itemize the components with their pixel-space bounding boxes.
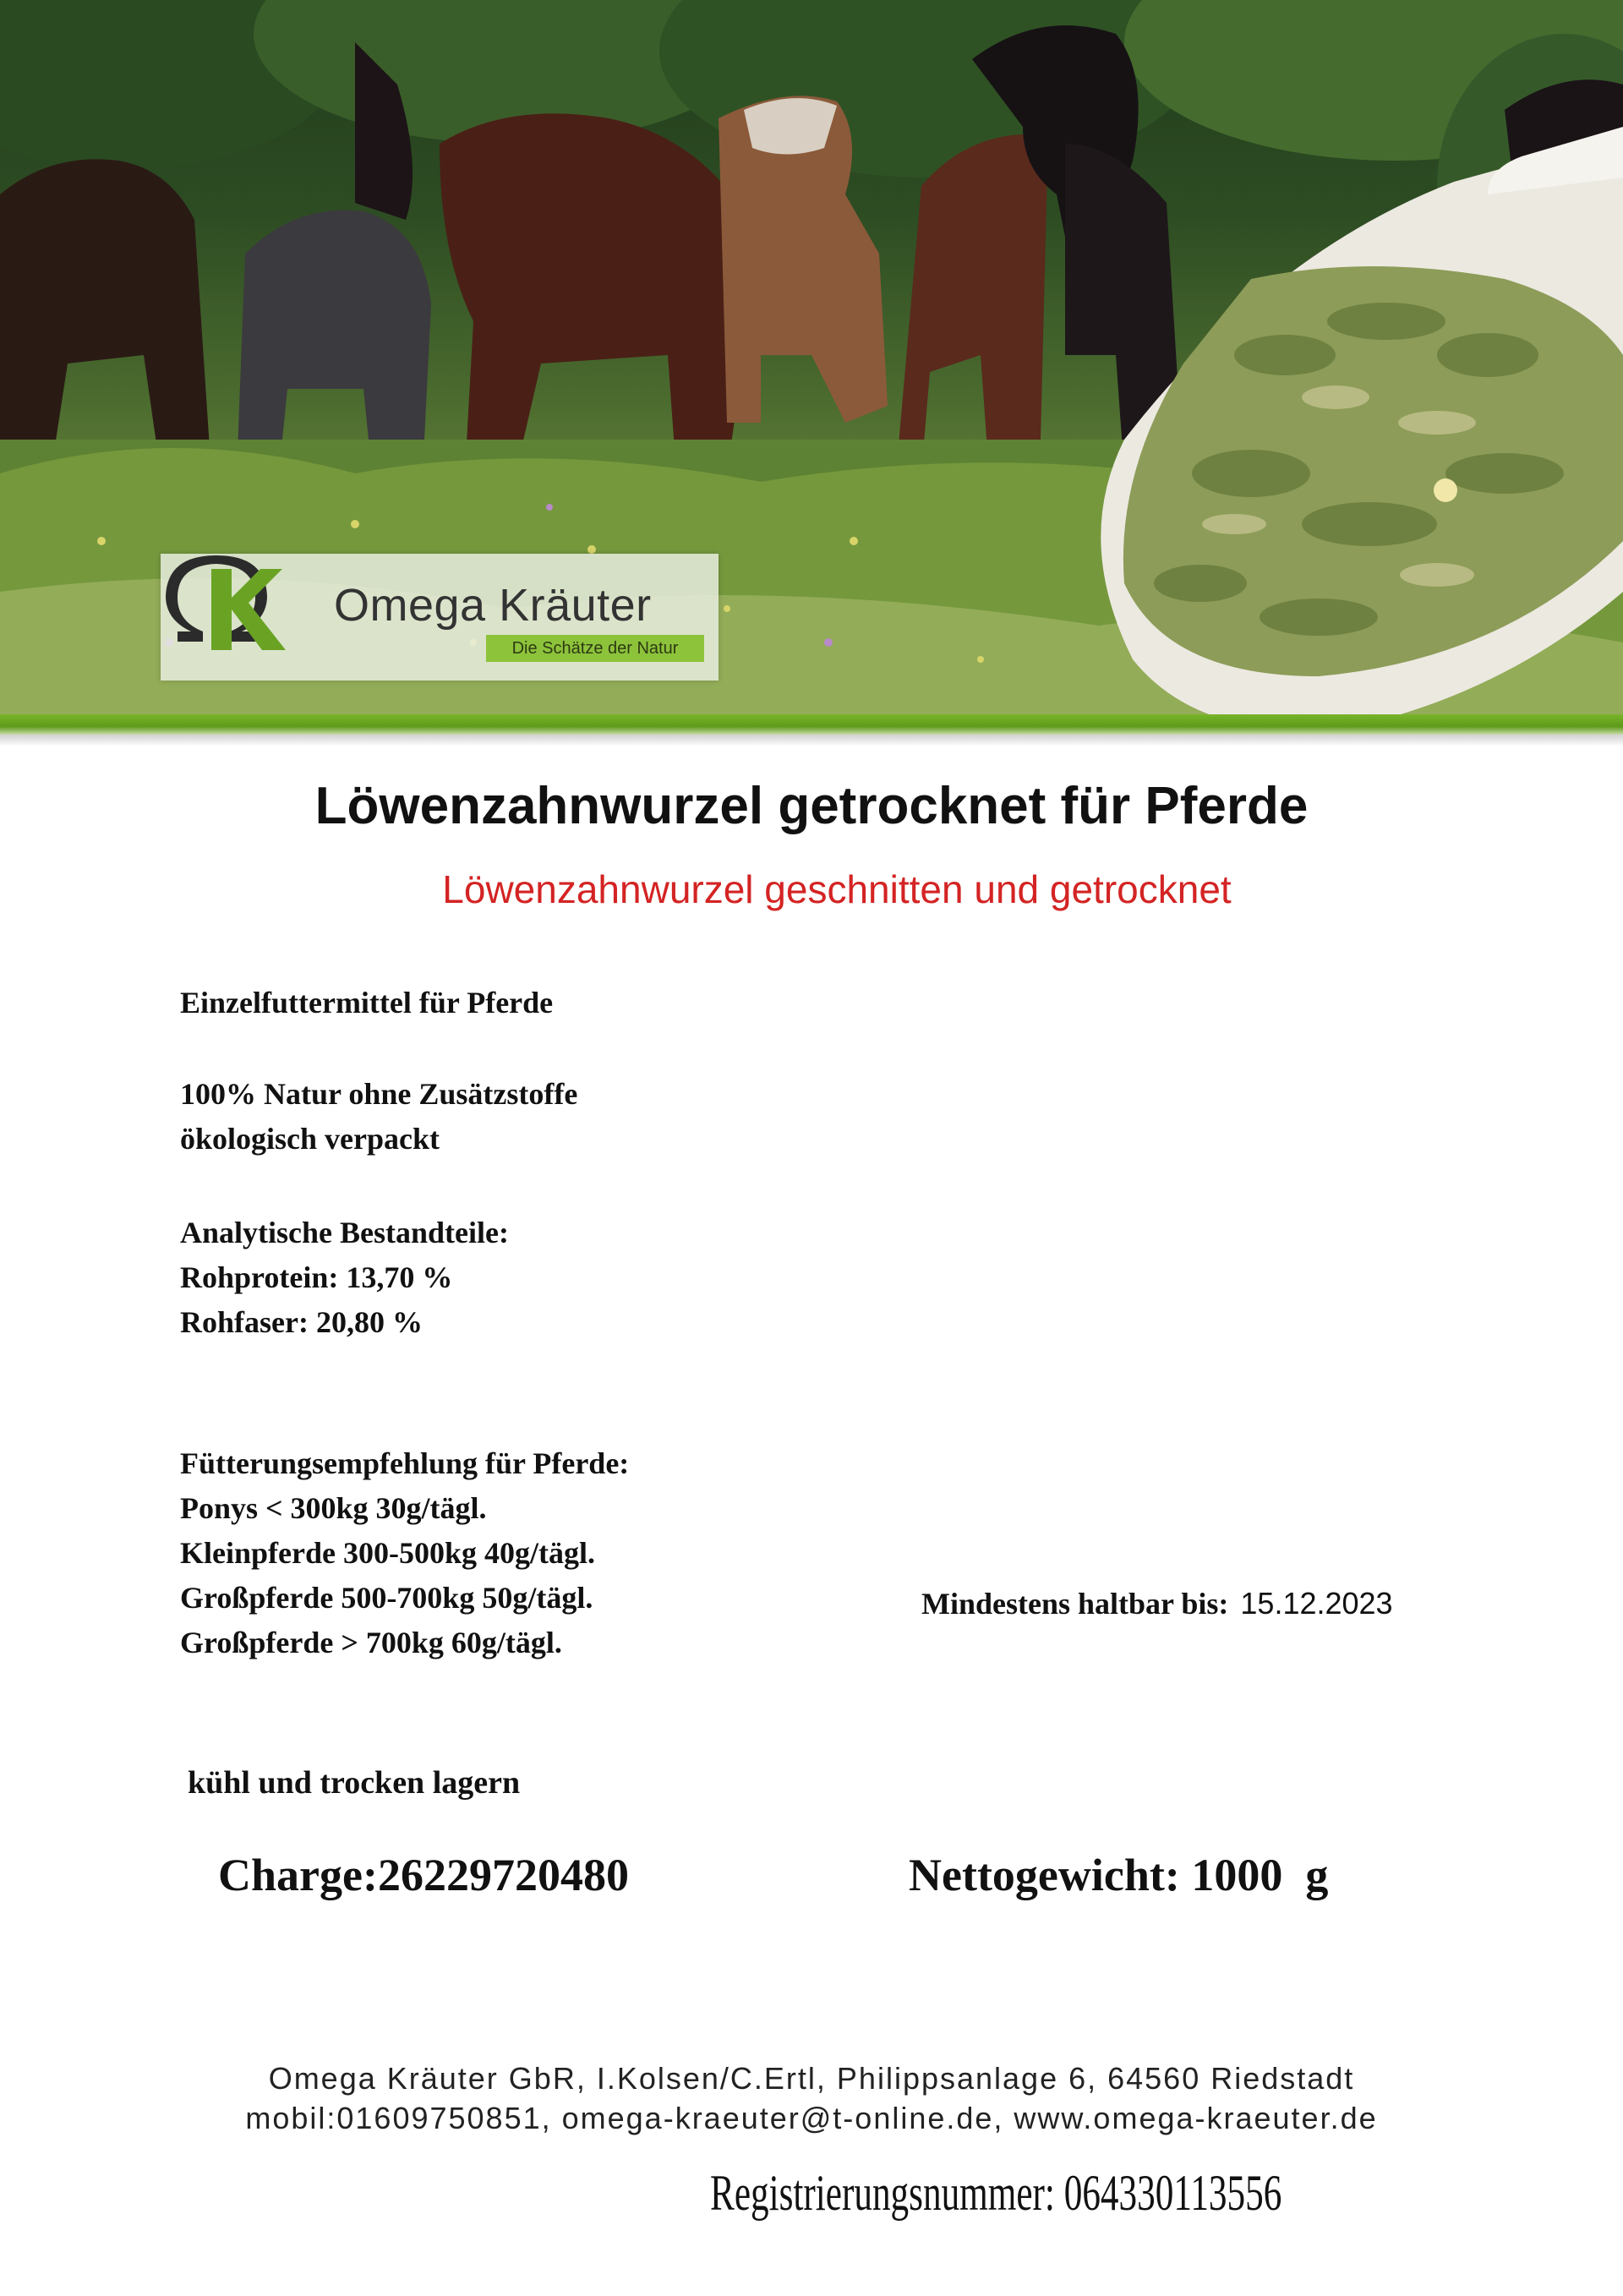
- analysis-section: [180, 1211, 509, 1345]
- product-title: Löwenzahnwurzel getrocknet für Pferde: [314, 777, 1309, 835]
- net-weight: Nettogewicht: 1000 g: [909, 1850, 1329, 1900]
- feeding-line: Ponys < 300kg 30g/tägl.: [180, 1491, 487, 1525]
- brand-logo: [161, 554, 719, 681]
- feeding-section: [180, 1441, 629, 1665]
- header-photo: [0, 0, 1623, 727]
- analysis-heading: Analytische Bestandteile:: [180, 1216, 509, 1249]
- storage-instruction: kühl und trocken lagern: [188, 1765, 521, 1801]
- product-type: [180, 981, 553, 1025]
- contact-address: Omega Kräuter GbR, I.Kolsen/C.Ertl, Philippsanlage 6, 64560 Riedstadt: [268, 2061, 1355, 2096]
- contact-details: mobil:01609750851, omega-kraeuter@t-online.de, www.omega-kraeuter.de: [245, 2101, 1378, 2135]
- protein-value: Rohprotein: 13,70 %: [180, 1260, 453, 1294]
- omega-k-logo-icon: [161, 554, 287, 653]
- batch-number: Charge:26229720480: [218, 1850, 629, 1900]
- nature-info: [180, 1072, 577, 1162]
- packaging-line: ökologisch verpackt: [180, 1122, 440, 1156]
- feeding-line: Kleinpferde 300-500kg 40g/tägl.: [180, 1536, 595, 1570]
- green-divider: [0, 714, 1623, 735]
- best-before-label: Mindestens haltbar bis:: [921, 1587, 1229, 1621]
- best-before: [921, 1586, 1393, 1621]
- feed-type-text: Einzelfuttermittel für Pferde: [180, 986, 554, 1020]
- registration-number: Registrierungsnummer: 064330113556: [710, 2165, 1282, 2221]
- feeding-heading: Fütterungsempfehlung für Pferde:: [180, 1446, 630, 1480]
- divider-shadow: [0, 735, 1623, 746]
- feeding-line: Großpferde > 700kg 60g/tägl.: [180, 1626, 562, 1659]
- product-subtitle: Löwenzahnwurzel geschnitten und getrocknet: [442, 867, 1232, 911]
- brand-name: Omega Kräuter: [334, 580, 652, 631]
- fiber-value: Rohfaser: 20,80 %: [180, 1305, 423, 1339]
- feeding-line: Großpferde 500-700kg 50g/tägl.: [180, 1581, 593, 1615]
- best-before-date: 15.12.2023: [1240, 1586, 1393, 1621]
- brand-slogan: Die Schätze der Natur: [486, 635, 704, 662]
- nature-line: 100% Natur ohne Zusätzstoffe: [180, 1077, 578, 1111]
